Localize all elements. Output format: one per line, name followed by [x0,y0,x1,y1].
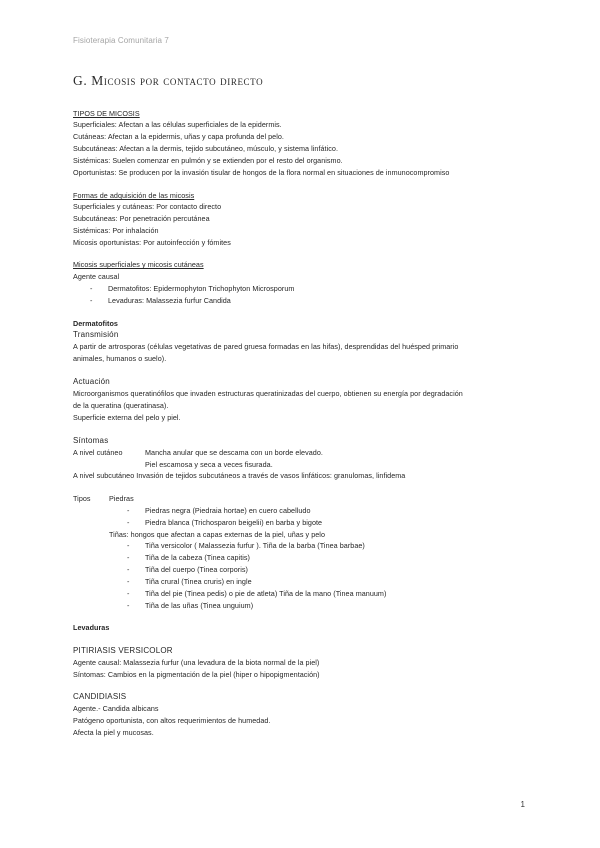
sintomas-label: Síntomas [73,436,109,445]
superficiales-heading: Micosis superficiales y micosis cutáneas [73,260,204,269]
actuacion-line: Microorganismos queratinófilos que invaden estructuras queratinizadas del cuerpo, obtienen su energía por degradación [73,389,463,398]
running-header: Fisioterapia Comunitaria 7 [73,36,169,45]
list-item: Dermatofitos: Epidermophyton Trichophyton Microsporum [108,284,295,293]
bullet-dash: - [127,506,130,515]
levaduras-heading: Levaduras [73,623,110,632]
tipos-line: Subcutáneas: Afectan a la dermis, tejido subcutáneo, músculo, y sistema linfático. [73,144,338,153]
agente-causal-label: Agente causal [73,272,120,281]
bullet-dash: - [127,565,130,574]
formas-line: Superficiales y cutáneas: Por contacto directo [73,202,222,211]
candidiasis-line: Patógeno oportunista, con altos requerimientos de humedad. [73,716,271,725]
pitiriasis-label: PITIRIASIS VERSICOLOR [73,646,173,655]
tipos-label: Tipos [73,494,91,503]
bullet-dash: - [127,589,130,598]
pitiriasis-line: Síntomas: Cambios en la pigmentación de la piel (hiper o hipopigmentación) [73,670,320,679]
tinas-label: Tiñas: hongos que afectan a capas externas de la piel, uñas y pelo [109,530,326,539]
actuacion-line: de la queratina (queratinasa). [73,401,169,410]
list-item: Tiña del pie (Tinea pedis) o pie de atleta) Tiña de la mano (Tinea manuum) [145,589,387,598]
transmision-line: animales, humanos o suelo). [73,354,167,363]
list-item: Levaduras: Malassezia furfur Candida [108,296,231,305]
tipos-heading: TIPOS DE MICOSIS [73,109,140,118]
tipos-line: Superficiales: Afectan a las células superficiales de la epidermis. [73,120,282,129]
list-item: Piedras negra (Piedraia hortae) en cuero cabelludo [145,506,311,515]
list-item: Tiña del cuerpo (Tinea corporis) [145,565,248,574]
pitiriasis-line: Agente causal: Malassezia furfur (una levadura de la biota normal de la piel) [73,658,320,667]
tipos-line: Sistémicas: Suelen comenzar en pulmón y se extienden por el resto del organismo. [73,156,343,165]
cutaneo-line: Mancha anular que se descama con un borde elevado. [145,448,323,457]
bullet-dash: - [127,577,130,586]
bullet-dash: - [127,553,130,562]
page-number: 1 [520,800,525,809]
actuacion-line: Superficie externa del pelo y piel. [73,413,181,422]
formas-line: Micosis oportunistas: Por autoinfección y fómites [73,238,231,247]
list-item: Tiña de la cabeza (Tinea capitis) [145,553,250,562]
list-item: Tiña de las uñas (Tinea unguium) [145,601,254,610]
formas-heading: Formas de adquisición de las micosis [73,191,195,200]
cutaneo-label: A nivel cutáneo [73,448,123,457]
candidiasis-line: Afecta la piel y mucosas. [73,728,154,737]
list-item: Tiña crural (Tinea cruris) en ingle [145,577,252,586]
transmision-line: A partir de artrosporas (células vegetativas de pared gruesa formadas en las hifas), desprendidas del huésped primario [73,342,459,351]
list-item: Piedra blanca (Trichosparon beigelii) en barba y bigote [145,518,323,527]
transmision-label: Transmisión [73,330,119,339]
formas-line: Sistémicas: Por inhalación [73,226,159,235]
section-title: G. Micosis por contacto directo [73,73,264,88]
bullet-dash: - [127,518,130,527]
subcutaneo-line: A nivel subcutáneo Invasión de tejidos subcutáneos a través de vasos linfáticos: granulomas, linfidema [73,471,406,480]
bullet-dash: - [90,284,93,293]
tipos-line: Oportunistas: Se producen por la invasión tisular de hongos de la flora normal en situaciones de inmunocompromiso [73,168,450,177]
cutaneo-line: Piel escamosa y seca a veces fisurada. [145,460,273,469]
tipos-line: Cutáneas: Afectan a la epidermis, uñas y capa profunda del pelo. [73,132,284,141]
piedras-label: Piedras [109,494,134,503]
candidiasis-line: Agente.- Candida albicans [73,704,159,713]
bullet-dash: - [127,601,130,610]
formas-line: Subcutáneas: Por penetración percutánea [73,214,210,223]
list-item: Tiña versicolor ( Malassezia furfur ). Tiña de la barba (Tinea barbae) [145,541,365,550]
bullet-dash: - [90,296,93,305]
actuacion-label: Actuación [73,377,110,386]
candidiasis-label: CANDIDIASIS [73,692,127,701]
bullet-dash: - [127,541,130,550]
dermatofitos-heading: Dermatofitos [73,319,118,328]
